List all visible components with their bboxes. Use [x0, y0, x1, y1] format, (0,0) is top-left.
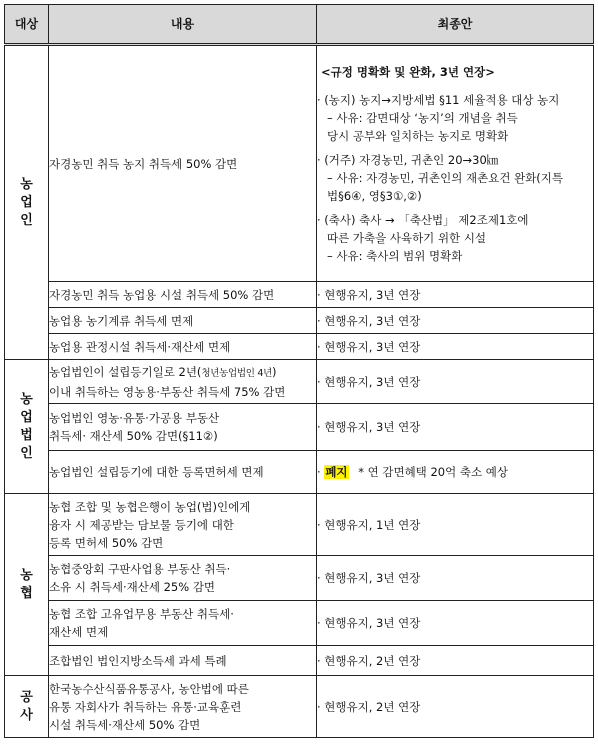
final-cell: · 현행유지, 3년 연장	[317, 404, 594, 451]
final-cell: · 현행유지, 3년 연장	[317, 360, 594, 404]
final-note: * 연 감면혜택 20억 축소 예상	[358, 465, 508, 479]
final-cell: · 현행유지, 1년 연장	[317, 494, 594, 556]
group-coop	[5, 494, 49, 676]
table-row	[5, 676, 594, 738]
table-row	[5, 451, 594, 494]
content-cell: 농협중앙회 구판사업용 부동산 취득· 소유 시 취득세·재산세 25% 감면	[49, 556, 317, 601]
group-farmer-label: 농 업 인	[20, 176, 33, 228]
final-cell: · 현행유지, 3년 연장	[317, 556, 594, 601]
header-content: 내용	[49, 5, 317, 45]
content-cell: 한국농수산식품유통공사, 농안법에 따른 유통 자회사가 취득하는 유통·교육훈련 시설 취득세·재산세 50% 감면	[49, 676, 317, 738]
group-public	[5, 676, 49, 738]
table-row	[5, 282, 594, 308]
final-cell: · 현행유지, 2년 연장	[317, 676, 594, 738]
content-cell: 자경농민 취득 농지 취득세 50% 감면	[49, 45, 317, 282]
final-cell	[317, 45, 594, 282]
final-point: – 사유: 감면대상 ‘농지’의 개념을 취득	[327, 110, 518, 125]
final-cell: · 현행유지, 3년 연장	[317, 601, 594, 646]
final-point: · (축사) 축사 → 「축산법」 제2조제1호에	[317, 212, 529, 227]
final-cell: · 폐지 * 연 감면혜택 20억 축소 예상	[317, 451, 594, 494]
final-point: · (농지) 농지→지방세법 §11 세율적용 대상 농지	[317, 92, 560, 107]
final-point: 따른 가축을 사육하기 위한 시설	[327, 230, 487, 245]
table-row	[5, 646, 594, 676]
final-point: 당시 공부와 일치하는 농지로 명확화	[327, 128, 509, 143]
header-final: 최종안	[317, 5, 594, 45]
content-cell: 자경농민 취득 농업용 시설 취득세 50% 감면	[49, 282, 317, 308]
table-row	[5, 334, 594, 360]
content-cell: 농업법인 영농·유통·가공용 부동산 취득세· 재산세 50% 감면(§11②)	[49, 404, 317, 451]
table-row	[5, 556, 594, 601]
final-point: · (거주) 자경농민, 귀촌인 20→30㎞	[317, 152, 499, 167]
final-point: – 사유: 자경농민, 귀촌인의 재촌요건 완화(지특	[327, 170, 564, 185]
final-point: 법§6④, 영§3①,②)	[327, 188, 422, 203]
final-heading: <규정 명확화 및 완화, 3년 연장>	[321, 64, 495, 79]
table-row	[5, 601, 594, 646]
final-cell: · 현행유지, 2년 연장	[317, 646, 594, 676]
abolish-highlight: 폐지	[325, 465, 348, 479]
final-point: – 사유: 축사의 범위 명확화	[327, 248, 463, 263]
content-cell: 농업법인이 설립등기일로 2년(청년농업법인 4년) 이내 취득하는 영농용·부동산 취득세 75% 감면	[49, 360, 317, 404]
group-corp	[5, 360, 49, 494]
content-cell: 농업법인 설립등기에 대한 등록면허세 면제	[49, 451, 317, 494]
table-row	[5, 494, 594, 556]
table-row	[5, 360, 594, 404]
group-public-label: 공 사	[20, 689, 33, 723]
group-farmer	[5, 45, 49, 360]
tax-relief-table	[4, 4, 594, 738]
content-cell: 농업용 농기계류 취득세 면제	[49, 308, 317, 334]
header-target: 대상	[5, 5, 49, 45]
table-row	[5, 45, 594, 282]
content-cell: 농협 조합 고유업무용 부동산 취득세· 재산세 면제	[49, 601, 317, 646]
table-row	[5, 308, 594, 334]
header-row	[5, 5, 594, 45]
content-cell: 조합법인 법인지방소득세 과세 특례	[49, 646, 317, 676]
content-cell: 농업용 관정시설 취득세·재산세 면제	[49, 334, 317, 360]
group-corp-label: 농 업 법 인	[20, 391, 33, 461]
content-cell: 농협 조합 및 농협은행이 농업(법)인에게 융자 시 제공받는 담보물 등기에 대한 등록 면허세 50% 감면	[49, 494, 317, 556]
table-row	[5, 404, 594, 451]
final-cell: · 현행유지, 3년 연장	[317, 282, 594, 308]
final-cell: · 현행유지, 3년 연장	[317, 308, 594, 334]
group-coop-label: 농 협	[20, 567, 33, 601]
final-cell: · 현행유지, 3년 연장	[317, 334, 594, 360]
